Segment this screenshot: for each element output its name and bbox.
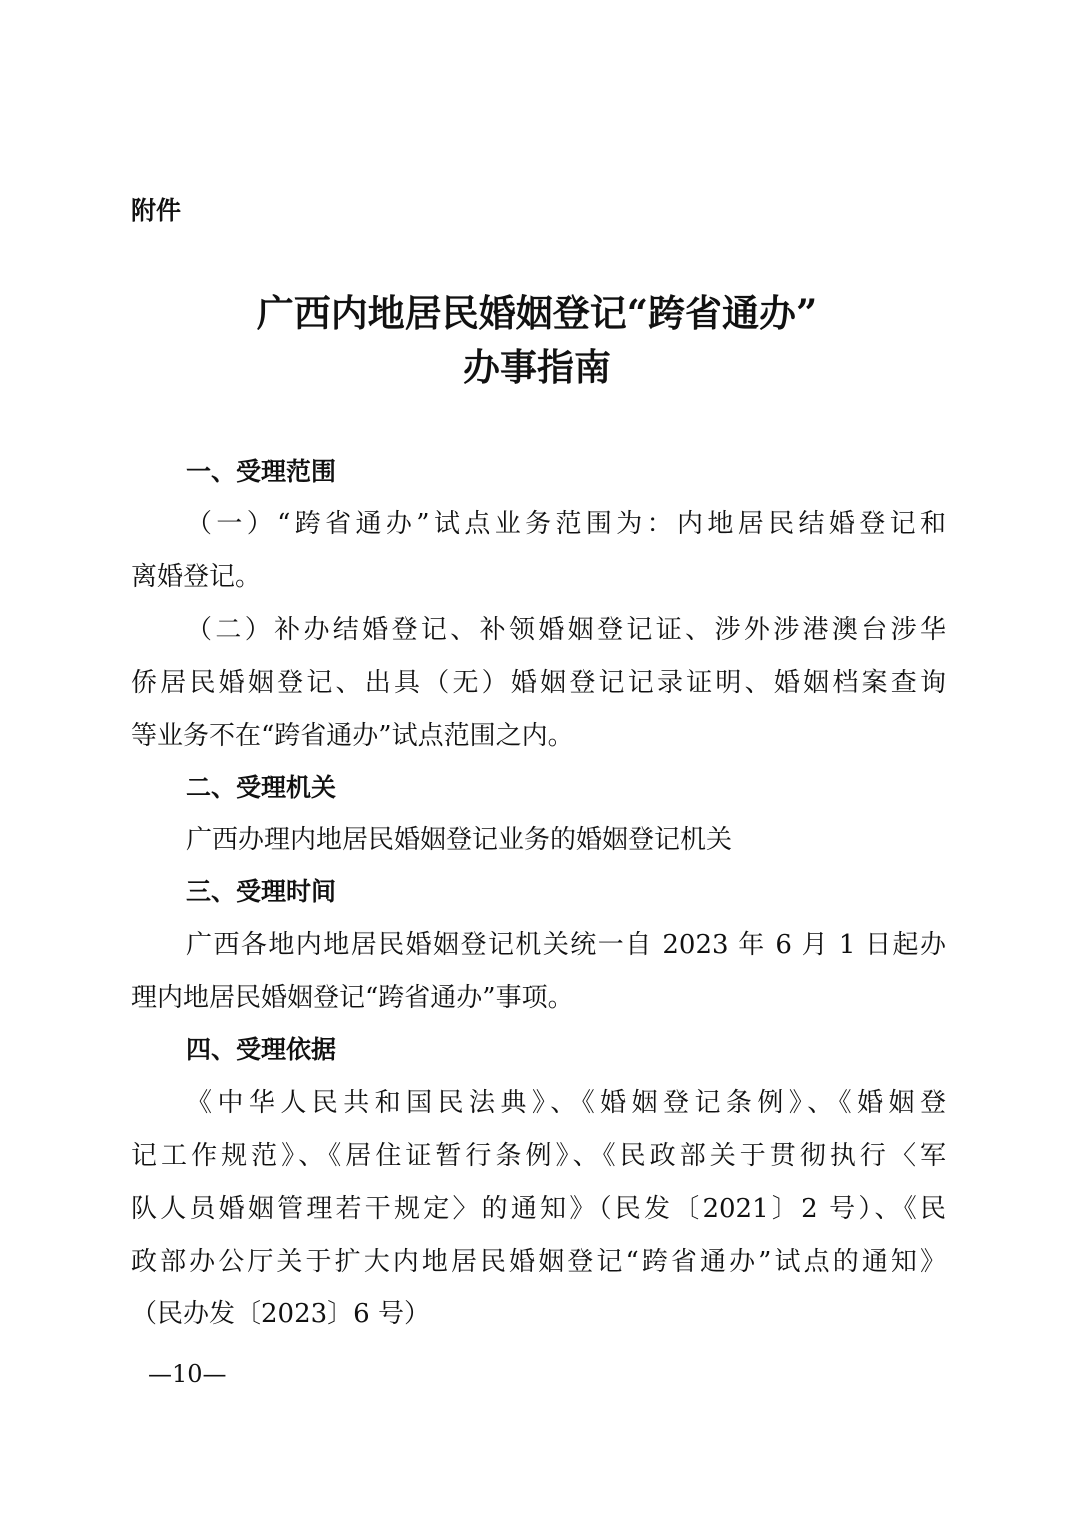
section-heading-basis: 四、受理依据 <box>186 1035 337 1064</box>
body-line: 政部办公厅关于扩大内地居民婚姻登记“跨省通办”试点的通知》 <box>131 1247 946 1277</box>
body-line: 理内地居民婚姻登记“跨省通办”事项。 <box>131 983 574 1013</box>
section-heading-scope: 一、受理范围 <box>186 457 337 486</box>
body-line: 队人员婚姻管理若干规定〉的通知》（民发〔2021〕2 号）、《民 <box>131 1194 946 1224</box>
body-line: 《中华人民共和国民法典》、《婚姻登记条例》、《婚姻登 <box>186 1088 946 1118</box>
body-line: （一）“跨省通办”试点业务范围为：内地居民结婚登记和 <box>186 509 946 539</box>
body-line: 离婚登记。 <box>131 562 262 592</box>
body-line: 记工作规范》、《居住证暂行条例》、《民政部关于贯彻执行〈军 <box>131 1141 946 1171</box>
page-number: —10— <box>148 1360 227 1388</box>
body-line: 广西办理内地居民婚姻登记业务的婚姻登记机关 <box>186 825 733 855</box>
body-line: 侨居民婚姻登记、出具（无）婚姻登记记录证明、婚姻档案查询 <box>131 668 946 698</box>
document-title-line-2: 办事指南 <box>463 345 611 389</box>
section-heading-authority: 二、受理机关 <box>186 773 337 802</box>
document-title-line-1: 广西内地居民婚姻登记“跨省通办” <box>256 291 818 335</box>
section-heading-time: 三、受理时间 <box>186 877 337 906</box>
body-line: （二）补办结婚登记、补领婚姻登记证、涉外涉港澳台涉华 <box>186 615 946 645</box>
body-line: （民办发〔2023〕6 号） <box>131 1299 430 1329</box>
body-line: 等业务不在“跨省通办”试点范围之内。 <box>131 721 574 751</box>
body-line: 广西各地内地居民婚姻登记机关统一自 2023 年 6 月 1 日起办 <box>186 930 946 960</box>
attachment-label: 附件 <box>131 196 182 225</box>
